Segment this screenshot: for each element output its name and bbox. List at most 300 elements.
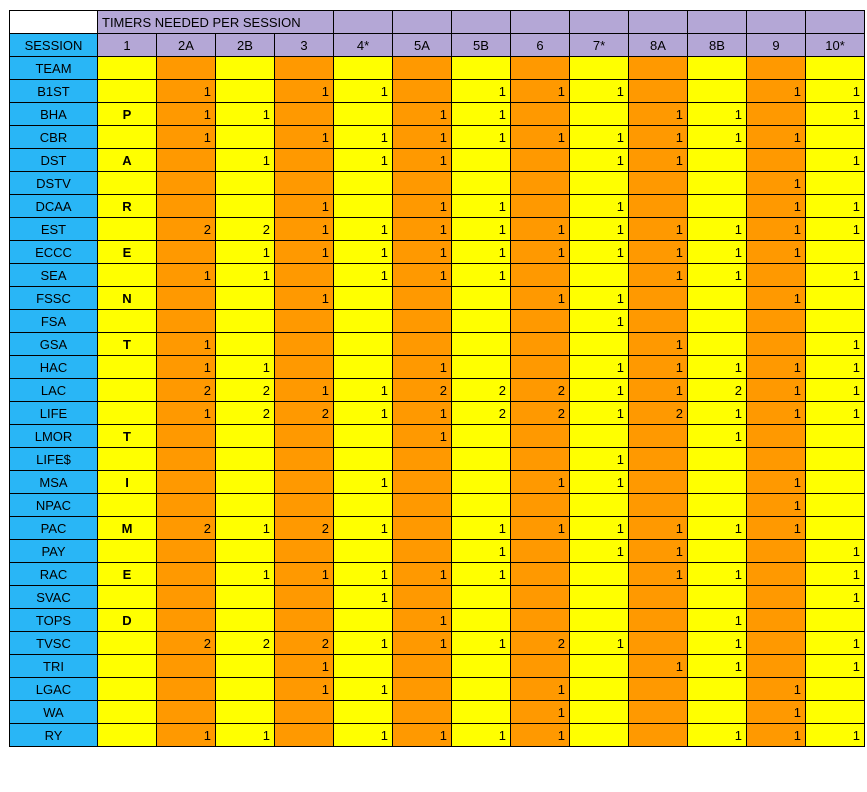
count-cell[interactable]: [275, 448, 334, 471]
count-cell[interactable]: 2: [511, 632, 570, 655]
count-cell[interactable]: 1: [570, 471, 629, 494]
count-cell[interactable]: [688, 80, 747, 103]
count-cell[interactable]: 1: [806, 218, 865, 241]
count-cell[interactable]: 1: [570, 149, 629, 172]
count-cell[interactable]: 1: [806, 264, 865, 287]
count-cell[interactable]: 1: [452, 241, 511, 264]
count-cell[interactable]: 1: [747, 724, 806, 747]
count-cell[interactable]: 2: [275, 517, 334, 540]
count-cell[interactable]: [98, 701, 157, 724]
count-cell[interactable]: 1: [157, 724, 216, 747]
count-cell[interactable]: I: [98, 471, 157, 494]
team-name-cell[interactable]: B1ST: [10, 80, 98, 103]
count-cell[interactable]: D: [98, 609, 157, 632]
count-cell[interactable]: [511, 149, 570, 172]
team-name-cell[interactable]: HAC: [10, 356, 98, 379]
count-cell[interactable]: [334, 287, 393, 310]
count-cell[interactable]: 1: [688, 563, 747, 586]
count-cell[interactable]: 1: [216, 149, 275, 172]
team-name-cell[interactable]: CBR: [10, 126, 98, 149]
count-cell[interactable]: 1: [688, 356, 747, 379]
count-cell[interactable]: [570, 494, 629, 517]
count-cell[interactable]: [806, 172, 865, 195]
count-cell[interactable]: 1: [452, 126, 511, 149]
count-cell[interactable]: 2: [216, 379, 275, 402]
count-cell[interactable]: 1: [570, 80, 629, 103]
count-cell[interactable]: [688, 540, 747, 563]
count-cell[interactable]: [806, 678, 865, 701]
count-cell[interactable]: 1: [157, 103, 216, 126]
count-cell[interactable]: [452, 586, 511, 609]
team-name-cell[interactable]: WA: [10, 701, 98, 724]
count-cell[interactable]: 1: [806, 402, 865, 425]
count-cell[interactable]: T: [98, 425, 157, 448]
count-cell[interactable]: [688, 494, 747, 517]
count-cell[interactable]: [688, 172, 747, 195]
count-cell[interactable]: 1: [393, 609, 452, 632]
count-cell[interactable]: [393, 57, 452, 80]
count-cell[interactable]: 1: [629, 655, 688, 678]
count-cell[interactable]: 1: [806, 103, 865, 126]
count-cell[interactable]: 1: [334, 563, 393, 586]
count-cell[interactable]: 1: [806, 724, 865, 747]
count-cell[interactable]: [157, 195, 216, 218]
count-cell[interactable]: [334, 425, 393, 448]
count-cell[interactable]: [511, 655, 570, 678]
count-cell[interactable]: 1: [334, 264, 393, 287]
count-cell[interactable]: 1: [688, 264, 747, 287]
count-cell[interactable]: [629, 586, 688, 609]
count-cell[interactable]: 1: [334, 586, 393, 609]
count-cell[interactable]: [511, 57, 570, 80]
count-cell[interactable]: [452, 448, 511, 471]
count-cell[interactable]: 1: [688, 655, 747, 678]
count-cell[interactable]: [570, 264, 629, 287]
count-cell[interactable]: 1: [629, 103, 688, 126]
count-cell[interactable]: [511, 586, 570, 609]
count-cell[interactable]: 1: [570, 126, 629, 149]
count-cell[interactable]: 1: [393, 356, 452, 379]
count-cell[interactable]: M: [98, 517, 157, 540]
count-cell[interactable]: [98, 80, 157, 103]
count-cell[interactable]: [806, 126, 865, 149]
count-cell[interactable]: [629, 494, 688, 517]
count-cell[interactable]: [393, 586, 452, 609]
count-cell[interactable]: 1: [688, 632, 747, 655]
count-cell[interactable]: [452, 425, 511, 448]
count-cell[interactable]: [157, 287, 216, 310]
count-cell[interactable]: [511, 310, 570, 333]
count-cell[interactable]: [452, 678, 511, 701]
count-cell[interactable]: [275, 310, 334, 333]
count-cell[interactable]: [334, 195, 393, 218]
count-cell[interactable]: [688, 57, 747, 80]
count-cell[interactable]: 1: [806, 540, 865, 563]
column-header-9[interactable]: 9: [747, 34, 806, 57]
count-cell[interactable]: 1: [157, 356, 216, 379]
column-header-5a[interactable]: 5A: [393, 34, 452, 57]
session-header[interactable]: SESSION: [10, 34, 98, 57]
count-cell[interactable]: 2: [511, 379, 570, 402]
count-cell[interactable]: [216, 494, 275, 517]
team-name-cell[interactable]: LAC: [10, 379, 98, 402]
count-cell[interactable]: 1: [452, 218, 511, 241]
count-cell[interactable]: 1: [157, 264, 216, 287]
count-cell[interactable]: 1: [688, 126, 747, 149]
count-cell[interactable]: [452, 333, 511, 356]
column-header-1[interactable]: 1: [98, 34, 157, 57]
count-cell[interactable]: 1: [747, 218, 806, 241]
count-cell[interactable]: [688, 333, 747, 356]
count-cell[interactable]: 1: [275, 218, 334, 241]
count-cell[interactable]: 1: [747, 241, 806, 264]
count-cell[interactable]: [629, 425, 688, 448]
count-cell[interactable]: 1: [393, 103, 452, 126]
count-cell[interactable]: 1: [806, 149, 865, 172]
team-name-cell[interactable]: FSSC: [10, 287, 98, 310]
count-cell[interactable]: [216, 287, 275, 310]
count-cell[interactable]: 1: [806, 80, 865, 103]
count-cell[interactable]: [393, 333, 452, 356]
count-cell[interactable]: [157, 609, 216, 632]
column-header-3[interactable]: 3: [275, 34, 334, 57]
count-cell[interactable]: [806, 57, 865, 80]
corner-cell[interactable]: [10, 11, 98, 34]
team-name-cell[interactable]: TVSC: [10, 632, 98, 655]
count-cell[interactable]: [275, 57, 334, 80]
count-cell[interactable]: [570, 678, 629, 701]
count-cell[interactable]: [157, 241, 216, 264]
count-cell[interactable]: 1: [216, 724, 275, 747]
count-cell[interactable]: [570, 655, 629, 678]
count-cell[interactable]: [747, 563, 806, 586]
count-cell[interactable]: 2: [157, 379, 216, 402]
count-cell[interactable]: 1: [511, 218, 570, 241]
count-cell[interactable]: [629, 448, 688, 471]
count-cell[interactable]: 1: [393, 241, 452, 264]
count-cell[interactable]: [157, 540, 216, 563]
title-filler-cell[interactable]: [452, 11, 511, 34]
count-cell[interactable]: [747, 333, 806, 356]
count-cell[interactable]: E: [98, 241, 157, 264]
count-cell[interactable]: [629, 609, 688, 632]
count-cell[interactable]: 1: [452, 563, 511, 586]
count-cell[interactable]: [747, 632, 806, 655]
count-cell[interactable]: 1: [452, 103, 511, 126]
count-cell[interactable]: 1: [570, 632, 629, 655]
count-cell[interactable]: 1: [511, 517, 570, 540]
count-cell[interactable]: [98, 586, 157, 609]
count-cell[interactable]: 1: [629, 218, 688, 241]
count-cell[interactable]: [98, 632, 157, 655]
sheet-title[interactable]: TIMERS NEEDED PER SESSION: [98, 11, 334, 34]
count-cell[interactable]: 1: [393, 402, 452, 425]
count-cell[interactable]: 1: [806, 379, 865, 402]
team-name-cell[interactable]: BHA: [10, 103, 98, 126]
count-cell[interactable]: 1: [747, 471, 806, 494]
count-cell[interactable]: [216, 540, 275, 563]
team-name-cell[interactable]: TEAM: [10, 57, 98, 80]
count-cell[interactable]: 2: [275, 402, 334, 425]
count-cell[interactable]: [570, 333, 629, 356]
column-header-7star[interactable]: 7*: [570, 34, 629, 57]
team-name-cell[interactable]: PAY: [10, 540, 98, 563]
column-header-2a[interactable]: 2A: [157, 34, 216, 57]
count-cell[interactable]: R: [98, 195, 157, 218]
count-cell[interactable]: [511, 609, 570, 632]
count-cell[interactable]: [629, 287, 688, 310]
count-cell[interactable]: 1: [452, 80, 511, 103]
team-name-cell[interactable]: FSA: [10, 310, 98, 333]
count-cell[interactable]: [216, 80, 275, 103]
count-cell[interactable]: [570, 57, 629, 80]
team-name-cell[interactable]: SVAC: [10, 586, 98, 609]
count-cell[interactable]: 1: [629, 563, 688, 586]
count-cell[interactable]: [216, 655, 275, 678]
count-cell[interactable]: [570, 609, 629, 632]
count-cell[interactable]: [629, 310, 688, 333]
count-cell[interactable]: 2: [452, 402, 511, 425]
count-cell[interactable]: [688, 149, 747, 172]
count-cell[interactable]: [157, 172, 216, 195]
count-cell[interactable]: [275, 425, 334, 448]
count-cell[interactable]: [334, 655, 393, 678]
count-cell[interactable]: [157, 149, 216, 172]
count-cell[interactable]: A: [98, 149, 157, 172]
title-filler-cell[interactable]: [511, 11, 570, 34]
count-cell[interactable]: 1: [275, 655, 334, 678]
count-cell[interactable]: [688, 678, 747, 701]
team-name-cell[interactable]: DST: [10, 149, 98, 172]
title-filler-cell[interactable]: [629, 11, 688, 34]
count-cell[interactable]: [393, 80, 452, 103]
count-cell[interactable]: [629, 701, 688, 724]
count-cell[interactable]: [98, 57, 157, 80]
count-cell[interactable]: 1: [570, 517, 629, 540]
count-cell[interactable]: [275, 333, 334, 356]
count-cell[interactable]: 1: [747, 517, 806, 540]
count-cell[interactable]: 1: [806, 563, 865, 586]
team-name-cell[interactable]: LMOR: [10, 425, 98, 448]
count-cell[interactable]: 1: [629, 333, 688, 356]
count-cell[interactable]: [570, 586, 629, 609]
count-cell[interactable]: 1: [334, 80, 393, 103]
count-cell[interactable]: 2: [629, 402, 688, 425]
count-cell[interactable]: 1: [806, 655, 865, 678]
count-cell[interactable]: 1: [334, 724, 393, 747]
count-cell[interactable]: 1: [452, 264, 511, 287]
count-cell[interactable]: [275, 264, 334, 287]
count-cell[interactable]: 1: [393, 126, 452, 149]
count-cell[interactable]: [393, 471, 452, 494]
count-cell[interactable]: 1: [334, 241, 393, 264]
count-cell[interactable]: [216, 471, 275, 494]
team-name-cell[interactable]: PAC: [10, 517, 98, 540]
column-header-6[interactable]: 6: [511, 34, 570, 57]
count-cell[interactable]: [216, 609, 275, 632]
count-cell[interactable]: [157, 701, 216, 724]
count-cell[interactable]: 1: [570, 379, 629, 402]
count-cell[interactable]: [98, 172, 157, 195]
count-cell[interactable]: 1: [511, 287, 570, 310]
count-cell[interactable]: 1: [570, 448, 629, 471]
count-cell[interactable]: [157, 586, 216, 609]
team-name-cell[interactable]: LGAC: [10, 678, 98, 701]
count-cell[interactable]: 1: [747, 356, 806, 379]
count-cell[interactable]: 1: [393, 632, 452, 655]
count-cell[interactable]: [157, 471, 216, 494]
count-cell[interactable]: [806, 448, 865, 471]
column-header-8a[interactable]: 8A: [629, 34, 688, 57]
count-cell[interactable]: 1: [334, 632, 393, 655]
count-cell[interactable]: 1: [688, 402, 747, 425]
count-cell[interactable]: 1: [452, 195, 511, 218]
count-cell[interactable]: [216, 701, 275, 724]
count-cell[interactable]: [747, 448, 806, 471]
count-cell[interactable]: [570, 724, 629, 747]
count-cell[interactable]: 2: [275, 632, 334, 655]
count-cell[interactable]: 1: [393, 563, 452, 586]
count-cell[interactable]: [570, 425, 629, 448]
count-cell[interactable]: 1: [629, 149, 688, 172]
count-cell[interactable]: [629, 172, 688, 195]
count-cell[interactable]: [688, 310, 747, 333]
count-cell[interactable]: [393, 287, 452, 310]
count-cell[interactable]: 2: [393, 379, 452, 402]
count-cell[interactable]: [688, 701, 747, 724]
count-cell[interactable]: 1: [452, 632, 511, 655]
count-cell[interactable]: 1: [688, 241, 747, 264]
count-cell[interactable]: [806, 425, 865, 448]
count-cell[interactable]: 1: [511, 471, 570, 494]
count-cell[interactable]: [747, 103, 806, 126]
count-cell[interactable]: [334, 448, 393, 471]
team-name-cell[interactable]: DCAA: [10, 195, 98, 218]
count-cell[interactable]: [806, 517, 865, 540]
count-cell[interactable]: [452, 609, 511, 632]
count-cell[interactable]: [98, 379, 157, 402]
count-cell[interactable]: 1: [570, 218, 629, 241]
count-cell[interactable]: [629, 724, 688, 747]
count-cell[interactable]: [511, 448, 570, 471]
count-cell[interactable]: [393, 678, 452, 701]
count-cell[interactable]: 1: [629, 126, 688, 149]
count-cell[interactable]: 2: [157, 517, 216, 540]
count-cell[interactable]: [393, 517, 452, 540]
count-cell[interactable]: [511, 540, 570, 563]
count-cell[interactable]: 2: [688, 379, 747, 402]
count-cell[interactable]: 1: [688, 724, 747, 747]
count-cell[interactable]: [98, 678, 157, 701]
count-cell[interactable]: 1: [275, 563, 334, 586]
count-cell[interactable]: [806, 471, 865, 494]
count-cell[interactable]: [393, 172, 452, 195]
count-cell[interactable]: 1: [688, 609, 747, 632]
count-cell[interactable]: [747, 655, 806, 678]
count-cell[interactable]: 1: [629, 540, 688, 563]
count-cell[interactable]: [570, 701, 629, 724]
count-cell[interactable]: [275, 172, 334, 195]
column-header-10star[interactable]: 10*: [806, 34, 865, 57]
count-cell[interactable]: [98, 724, 157, 747]
count-cell[interactable]: [393, 310, 452, 333]
count-cell[interactable]: [98, 448, 157, 471]
count-cell[interactable]: 1: [570, 310, 629, 333]
count-cell[interactable]: T: [98, 333, 157, 356]
count-cell[interactable]: [275, 494, 334, 517]
count-cell[interactable]: [216, 310, 275, 333]
team-name-cell[interactable]: GSA: [10, 333, 98, 356]
count-cell[interactable]: 1: [157, 80, 216, 103]
count-cell[interactable]: [747, 586, 806, 609]
count-cell[interactable]: [275, 103, 334, 126]
title-filler-cell[interactable]: [688, 11, 747, 34]
count-cell[interactable]: [806, 609, 865, 632]
count-cell[interactable]: 1: [334, 471, 393, 494]
count-cell[interactable]: 1: [216, 517, 275, 540]
count-cell[interactable]: [334, 333, 393, 356]
count-cell[interactable]: 1: [747, 701, 806, 724]
count-cell[interactable]: 1: [511, 126, 570, 149]
count-cell[interactable]: [393, 701, 452, 724]
count-cell[interactable]: 1: [747, 195, 806, 218]
title-filler-cell[interactable]: [334, 11, 393, 34]
count-cell[interactable]: 1: [747, 172, 806, 195]
count-cell[interactable]: 1: [629, 264, 688, 287]
count-cell[interactable]: 2: [157, 632, 216, 655]
count-cell[interactable]: 1: [570, 287, 629, 310]
count-cell[interactable]: 1: [629, 517, 688, 540]
count-cell[interactable]: [806, 241, 865, 264]
count-cell[interactable]: [334, 172, 393, 195]
count-cell[interactable]: [511, 333, 570, 356]
count-cell[interactable]: 1: [747, 126, 806, 149]
team-name-cell[interactable]: LIFE$: [10, 448, 98, 471]
column-header-5b[interactable]: 5B: [452, 34, 511, 57]
count-cell[interactable]: 1: [452, 517, 511, 540]
count-cell[interactable]: 2: [216, 218, 275, 241]
count-cell[interactable]: [452, 701, 511, 724]
count-cell[interactable]: 2: [157, 218, 216, 241]
team-name-cell[interactable]: EST: [10, 218, 98, 241]
count-cell[interactable]: [688, 448, 747, 471]
count-cell[interactable]: [275, 540, 334, 563]
count-cell[interactable]: [393, 540, 452, 563]
column-header-8b[interactable]: 8B: [688, 34, 747, 57]
count-cell[interactable]: 1: [511, 80, 570, 103]
count-cell[interactable]: 1: [393, 724, 452, 747]
count-cell[interactable]: 1: [747, 678, 806, 701]
count-cell[interactable]: 1: [629, 356, 688, 379]
count-cell[interactable]: 1: [393, 425, 452, 448]
column-header-4star[interactable]: 4*: [334, 34, 393, 57]
count-cell[interactable]: [157, 563, 216, 586]
count-cell[interactable]: [216, 586, 275, 609]
count-cell[interactable]: [452, 471, 511, 494]
count-cell[interactable]: [157, 448, 216, 471]
count-cell[interactable]: 1: [216, 264, 275, 287]
count-cell[interactable]: 2: [216, 402, 275, 425]
team-name-cell[interactable]: ECCC: [10, 241, 98, 264]
count-cell[interactable]: 1: [216, 103, 275, 126]
count-cell[interactable]: [806, 310, 865, 333]
team-name-cell[interactable]: TRI: [10, 655, 98, 678]
count-cell[interactable]: 1: [570, 540, 629, 563]
count-cell[interactable]: [334, 103, 393, 126]
count-cell[interactable]: [98, 218, 157, 241]
title-filler-cell[interactable]: [806, 11, 865, 34]
count-cell[interactable]: [157, 655, 216, 678]
